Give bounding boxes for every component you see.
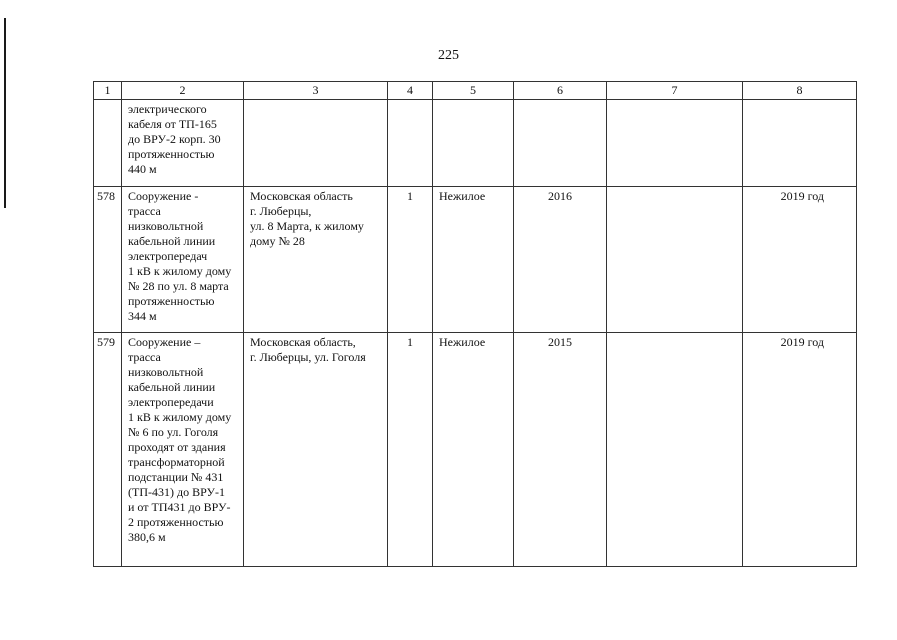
text-line: Московская область [250, 189, 353, 203]
text-line: 1 кВ к жилому дому [128, 410, 232, 424]
column-7-value [607, 100, 743, 187]
object-quantity [388, 100, 433, 187]
text-line: 344 м [128, 309, 157, 323]
object-year: 2016 [514, 187, 607, 333]
text-line: ул. 8 Марта, к жилому [250, 219, 364, 233]
text-line: низковольтной [128, 219, 204, 233]
property-register-table [93, 81, 857, 567]
text-line: электропередачи [128, 395, 214, 409]
object-address [244, 333, 388, 567]
table-row [94, 333, 857, 567]
text-line: кабельной линии [128, 234, 216, 248]
text-line: Сооружение – [128, 335, 201, 349]
text-line: подстанции № 431 [128, 470, 224, 484]
text-line: Московская область, [250, 335, 356, 349]
column-8-value [743, 100, 857, 187]
text-line: до ВРУ-2 корп. 30 [128, 132, 221, 146]
text-line: 2 протяженностью [128, 515, 224, 529]
text-line: 440 м [128, 162, 157, 176]
column-8-value: 2019 год [743, 187, 857, 333]
text-line: электрического [128, 102, 207, 116]
object-address [244, 100, 388, 187]
header-cell: 7 [607, 82, 743, 100]
header-cell: 5 [433, 82, 514, 100]
text-line: Сооружение - [128, 189, 199, 203]
text-line: проходят от здания [128, 440, 226, 454]
text-line: дому № 28 [250, 234, 305, 248]
object-type: Нежилое [433, 187, 514, 333]
object-name [122, 187, 244, 333]
object-quantity: 1 [388, 333, 433, 567]
object-quantity: 1 [388, 187, 433, 333]
header-cell: 8 [743, 82, 857, 100]
header-cell: 6 [514, 82, 607, 100]
text-line: г. Люберцы, ул. Гоголя [250, 350, 366, 364]
text-line: 380,6 м [128, 530, 166, 544]
text-line: кабеля от ТП-165 [128, 117, 217, 131]
column-7-value [607, 187, 743, 333]
text-line: 1 кВ к жилому дому [128, 264, 232, 278]
header-cell: 1 [94, 82, 122, 100]
header-cell: 2 [122, 82, 244, 100]
text-line: электропередач [128, 249, 208, 263]
text-line: № 28 по ул. 8 марта [128, 279, 229, 293]
object-name [122, 333, 244, 567]
object-type [433, 100, 514, 187]
object-year: 2015 [514, 333, 607, 567]
row-number [94, 100, 122, 187]
column-8-value: 2019 год [743, 333, 857, 567]
header-cell: 4 [388, 82, 433, 100]
left-margin-mark [4, 18, 6, 208]
object-type: Нежилое [433, 333, 514, 567]
text-line: трасса [128, 204, 161, 218]
table-row [94, 187, 857, 333]
header-cell: 3 [244, 82, 388, 100]
row-number: 578 [94, 187, 122, 333]
object-name [122, 100, 244, 187]
header-row [94, 82, 857, 100]
row-number: 579 [94, 333, 122, 567]
table-row [94, 100, 857, 187]
object-address [244, 187, 388, 333]
text-line: протяженностью [128, 294, 215, 308]
text-line: трасса [128, 350, 161, 364]
column-7-value [607, 333, 743, 567]
text-line: протяженностью [128, 147, 215, 161]
text-line: г. Люберцы, [250, 204, 312, 218]
text-line: кабельной линии [128, 380, 216, 394]
text-line: и от ТП431 до ВРУ- [128, 500, 231, 514]
page-number: 225 [438, 48, 459, 63]
text-line: низковольтной [128, 365, 204, 379]
object-year [514, 100, 607, 187]
text-line: (ТП-431) до ВРУ-1 [128, 485, 225, 499]
text-line: трансформаторной [128, 455, 225, 469]
text-line: № 6 по ул. Гоголя [128, 425, 219, 439]
